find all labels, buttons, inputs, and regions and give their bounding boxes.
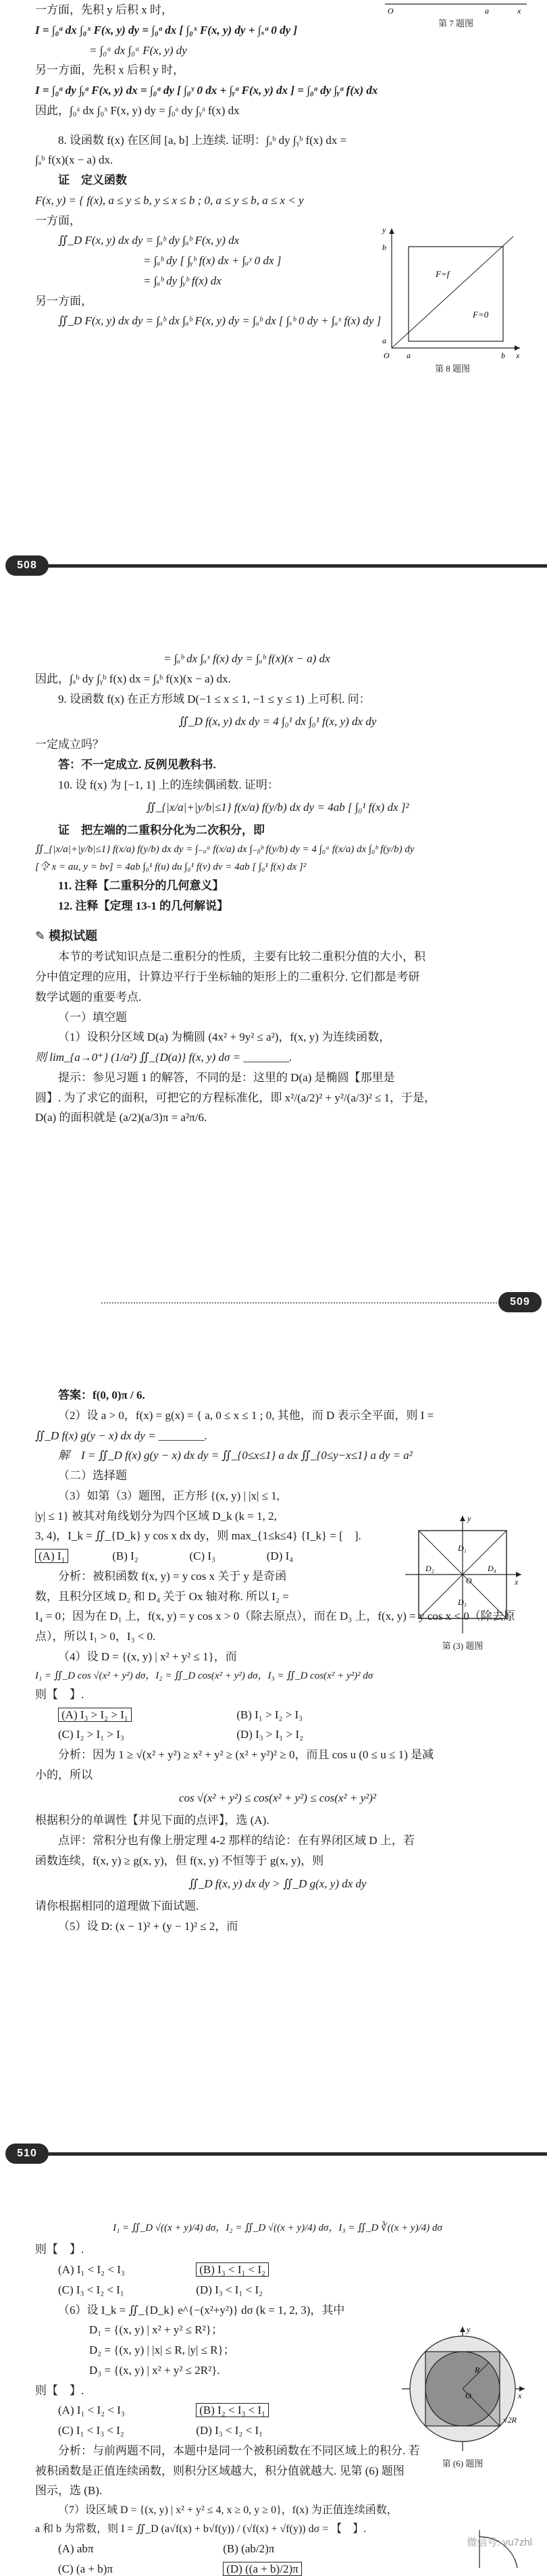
- q4-choice-b: (B) I₁ > I₂ > I₃: [236, 1708, 303, 1721]
- choice-title: （二）选择题: [58, 1469, 127, 1482]
- svg-text:x: x: [517, 6, 521, 16]
- q3-choice-d: (D) I₄: [266, 1550, 294, 1562]
- text-line: 因此，∫₀ᵃ dx ∫₀ˣ F(x, y) dy = ∫₀ᵃ dy ∫ᵧᵃ f(x) dx: [35, 103, 240, 117]
- q5-choices-1: [35, 2260, 520, 2280]
- svg-text:a: a: [485, 6, 489, 16]
- problem-8: 8. 设函数 f(x) 在区间 [a, b] 上连续. 证明：∫ₐᵇ dy ∫ᵧᵇ f(x) dx =: [58, 133, 347, 147]
- svg-text:a: a: [382, 336, 386, 345]
- q5-formula: I₁ = ∬_D √((x + y)/4) dσ，I₂ = ∬_D √((x + y)/4) dσ，I₃ = ∬_D ∛((x + y)/4) dσ: [113, 2223, 442, 2233]
- formula-line: = ∫ₐᵇ dx ∫ₐˣ f(x) dy = ∫ₐᵇ f(x)(x − a) dx: [163, 652, 330, 665]
- q5-choice-a: (A) I₁ < I₂ < I₃: [58, 2263, 125, 2276]
- fig6-label-sqrt2r: √2R: [503, 2415, 517, 2425]
- q2-line: （2）设 a > 0，f(x) = g(x) = { a, 0 ≤ x ≤ 1 ; 0, 其他，而 D 表示全平面，则 I =: [58, 1408, 434, 1422]
- q4-choices-1: [35, 1705, 520, 1725]
- figure-8: [378, 223, 527, 378]
- page-number-badge: 510: [5, 2144, 49, 2164]
- figure-8-diagram: [378, 223, 527, 362]
- fig3-label-d1: D₁: [458, 1543, 467, 1553]
- q3-analysis: 分析：被积函数 f(x, y) = y cos x 关于 y 是奇函: [58, 1569, 287, 1583]
- formula-line: ∬_{|x/a|+|y/b|≤1} f(x/a) f(y/b) dx dy = ∫₋ₐᵃ f(x/a) dx ∫₋ᵦᵇ f(y/b) dy = 4 ∫₀ᵃ f(x/a) dx ∫₀ᵇ f(y/b) dy: [35, 843, 415, 855]
- svg-text:O: O: [466, 1576, 472, 1585]
- fig3-label-d4: D₄: [488, 1564, 496, 1573]
- q6-domain: D₁ = {(x, y) | x² + y² ≤ R²}；: [89, 2323, 223, 2337]
- q5-choice-b: (B) I₃ < I₁ < I₂: [196, 2262, 269, 2277]
- page-509: [0, 595, 547, 1331]
- q7-choice-d: (D) ((a + b)/2)π: [223, 2562, 301, 2576]
- q4-formula: I₁ = ∬_D cos √(x² + y²) dσ，I₂ = ∬_D cos(x² + y²) dσ，I₃ = ∬_D cos(x² + y²)² dσ: [35, 1670, 373, 1681]
- intro-line: 分中值定理的应用，计算边平行于坐标轴的矩形上的二重积分. 它们都是考研: [35, 970, 420, 983]
- q6-bracket: 则【 】.: [35, 2383, 84, 2397]
- q6-analysis: 图示，选 (B).: [35, 2484, 103, 2498]
- figure-q6-diagram: [395, 2321, 530, 2456]
- text-line: 另一方面，先积 x 后积 y 时，: [35, 64, 184, 77]
- svg-text:y: y: [467, 2325, 471, 2334]
- q4-analysis: 小的，所以: [35, 1768, 93, 1781]
- q4-choice-c: (C) I₂ > I₁ > I₃: [58, 1728, 124, 1741]
- q3-line: |y| ≤ 1} 被其对角线划分为四个区域 D_k (k = 1, 2,: [35, 1509, 277, 1522]
- q3-choices: [35, 1546, 373, 1566]
- fig6-label-r: R: [475, 2365, 480, 2375]
- page-number-badge: 508: [5, 555, 49, 576]
- formula-line: = ∫ₐᵇ dy ∫ᵧᵇ f(x) dx: [143, 274, 222, 287]
- q2-solution: 解 I = ∬_D f(x) g(y − x) dx dy = ∬_{0≤x≤1} a dx ∬_{0≤y−x≤1} a dy = a²: [58, 1449, 413, 1462]
- figure-q6-caption: 第 (6) 题图: [442, 2458, 484, 2469]
- formula-line: [令 x = au, y = bv] = 4ab ∫₀¹ f(u) du ∫₀¹ f(v) dv = 4ab [ ∫₀¹ f(x) dx ]²: [35, 862, 307, 872]
- q1-hint: 提示：参见习题 1 的解答，不同的是：这里的 D(a) 是椭圆【那里是: [58, 1070, 395, 1084]
- q4-choices-2: [35, 1725, 520, 1745]
- text-line: 另一方面，: [35, 294, 93, 307]
- page-footer-bar: [0, 2142, 547, 2165]
- section-title: [35, 926, 520, 947]
- q4-bracket: 则【 】.: [35, 1687, 84, 1701]
- formula-line: I = ∫₀ᵃ dy ∫ᵧᵃ F(x, y) dx = ∫₀ᵃ dy [ ∫₀ʸ 0 dx + ∫ᵧᵃ F(x, y) dx ] = ∫₀ᵃ dy ∫ᵧᵃ f(x) dx: [35, 84, 378, 97]
- text-line: 一定成立吗？: [35, 738, 104, 751]
- q3-choice-c: (C) I₃: [189, 1550, 215, 1562]
- fig8-label-upper: F=f: [436, 269, 450, 279]
- comment-line: 点评：常积分也有像上册定理 4-2 那样的结论：在有界闭区域 D 上，若: [58, 1834, 415, 1847]
- q5-choices-2: [35, 2280, 520, 2300]
- svg-text:a: a: [407, 351, 411, 360]
- formula-line: F(x, y) = { f(x), a ≤ y ≤ b, y ≤ x ≤ b ; 0, a ≤ y ≤ b, a ≤ x < y: [35, 193, 304, 207]
- problem-9: 9. 设函数 f(x) 在正方形域 D(−1 ≤ x ≤ 1, −1 ≤ y ≤ 1) 上可积. 问：: [58, 692, 371, 705]
- q4-conclusion: 根据积分的单调性【并见下面的点评】，选 (A).: [35, 1814, 269, 1827]
- proof-label: 证 定义函数: [58, 174, 127, 187]
- intro-line: 本节的考试知识点是二重积分的性质，主要有比较二重积分值的大小，积: [58, 950, 425, 964]
- figure-q3-caption: 第 (3) 题图: [442, 1641, 484, 1651]
- q4-choice-d: (D) I₃ > I₁ > I₂: [236, 1728, 304, 1741]
- formula-line: ∬_D F(x, y) dx dy = ∫ₐᵇ dx ∫ₐᵇ F(x, y) dy = ∫ₐᵇ dx [ ∫ₓᵇ 0 dy + ∫ₐˣ f(x) dy ]: [58, 314, 382, 328]
- intro-line: 数学试题的重要考点.: [35, 990, 142, 1004]
- figure-q3-diagram: [398, 1510, 527, 1639]
- pencil-icon: ✎: [35, 928, 46, 943]
- q5-choice-c: (C) I₃ < I₂ < I₁: [58, 2283, 124, 2296]
- page-footer-bar: [0, 1291, 547, 1314]
- comment-line: 请你根据相同的道理做下面试题.: [35, 1900, 199, 1913]
- text-line: 因此，∫ₐᵇ dy ∫ᵧᵇ f(x) dx = ∫ₐᵇ f(x)(x − a) dx.: [35, 672, 231, 685]
- figure-q6: [395, 2321, 530, 2477]
- formula-line: = ∫ₐᵇ dy [ ∫ᵧᵇ f(x) dx + ∫ₐʸ 0 dx ]: [143, 254, 282, 267]
- q7-choice-c: (C) (a + b)π: [58, 2562, 113, 2575]
- q6-choice-a: (A) I₁ < I₂ < I₃: [58, 2404, 125, 2417]
- formula-line: ∬_D f(x, y) dx dy = 4 ∫₀¹ dx ∫₀¹ f(x, y) dx dy: [178, 715, 377, 728]
- proof-label: 证 把左端的二重积分化为二次积分，即: [58, 824, 265, 837]
- q3-analysis: 数，且积分区域 D₂ 和 D₄ 关于 Ox 轴对称. 所以 I₂ =: [35, 1589, 289, 1603]
- q7-line: （7）设区域 D = {(x, y) | x² + y² ≤ 4, x ≥ 0, y ≥ 0}，f(x) 为正值连续函数，: [58, 2504, 398, 2516]
- fill-in-title: （一）填空题: [58, 1010, 127, 1024]
- svg-text:O: O: [384, 351, 390, 360]
- figure-8-caption: 第 8 题图: [434, 364, 470, 374]
- watermark-text: 微信号: yu7zhl: [467, 2537, 532, 2548]
- q1-line: （1）设积分区域 D(a) 为椭圆 (4x² + 9y² ≤ a²)，f(x, y) 为连续函数，: [58, 1031, 391, 1044]
- q6-choice-b: (B) I₂ < I₃ < I₁: [196, 2403, 269, 2417]
- q6-choice-d: (D) I₃ < I₂ < I₁: [196, 2424, 263, 2437]
- q4-analysis: 分析：因为 1 ≥ √(x² + y²) ≥ x² + y² ≥ (x² + y²)² ≥ 0，而且 cos u (0 ≤ u ≤ 1) 是减: [58, 1748, 434, 1761]
- q5-bracket: 则【 】.: [35, 2243, 84, 2256]
- svg-text:O: O: [465, 2391, 471, 2400]
- page-2-content: [35, 649, 520, 1128]
- q7-choices-1: [35, 2539, 520, 2559]
- svg-text:y: y: [382, 225, 386, 234]
- q3-choice-a: (A) I₁: [35, 1549, 68, 1563]
- text-line: 一方面，先积 y 后积 x 时，: [35, 3, 173, 16]
- note-12: 12. 注释【定理 13-1 的几何解说】: [58, 899, 229, 912]
- q3-choice-b: (B) I₂: [112, 1550, 138, 1562]
- q5-choice-d: (D) I₃ < I₁ < I₂: [196, 2283, 263, 2296]
- q7-choice-b: (B) (ab/2)π: [223, 2542, 275, 2555]
- problem-10: 10. 设 f(x) 为 [−1, 1] 上的连续偶函数. 证明：: [58, 778, 279, 791]
- q7-choices-2: [35, 2559, 520, 2576]
- q1-formula: 则 lim_{a→0⁺} (1/a²) ∬_{D(a)} f(x, y) dσ = ________.: [35, 1051, 292, 1064]
- q6-analysis: 分析：与前两题不同，本题中是同一个被积函数在不同区域上的积分. 若: [58, 2444, 420, 2457]
- q1-hint: D(a) 的面积就是 (a/2)(a/3)π = a²π/6.: [35, 1111, 207, 1124]
- figure-7-caption: 第 7 题图: [438, 18, 473, 28]
- q6-domain: D₂ = {(x, y) | |x| ≤ R, |y| ≤ R}；: [89, 2344, 235, 2356]
- q4-choice-a: (A) I₃ > I₂ > I₁: [58, 1708, 132, 1722]
- q4-line: （4）设 D = {(x, y) | x² + y² ≤ 1}，而: [58, 1650, 237, 1663]
- q6-domain: D₃ = {(x, y) | x² + y² ≤ 2R²}.: [89, 2363, 220, 2377]
- page-footer-bar: [0, 554, 547, 577]
- q1-hint: 圆】. 为了求它的面积，可把它的方程标准化，即 x²/(a/2)² + y²/(a/3)² ≤ 1，于是，: [35, 1091, 436, 1104]
- formula-line: ∬_D F(x, y) dx dy = ∫ₐᵇ dy ∫ₐᵇ F(x, y) dx: [58, 234, 240, 247]
- svg-text:b: b: [382, 243, 386, 252]
- svg-text:x: x: [516, 351, 520, 360]
- page-3-content: [35, 1385, 520, 1937]
- q6-choice-c: (C) I₁ < I₃ < I₂: [58, 2424, 124, 2437]
- comment-formula: ∬_D f(x, y) dx dy > ∬_D g(x, y) dx dy: [188, 1877, 367, 1890]
- formula-line: = ∫₀ᵃ dx ∫₀ᵃ F(x, y) dy: [89, 43, 187, 57]
- q3-analysis: I₄ = 0；因为在 D₁ 上，f(x, y) = y cos x > 0（除去原点），而在 D₃ 上，f(x, y) = y cos x < 0（除去原点），所以 I₁ > 0，I₃ < 0.: [35, 1610, 515, 1643]
- fig3-label-d3: D₃: [458, 1597, 467, 1607]
- fig8-label-lower: F=0: [473, 309, 489, 320]
- q5-line: （5）设 D: (x − 1)² + (y − 1)² ≤ 2，而: [58, 1920, 238, 1933]
- page-511: [0, 2176, 547, 2576]
- q4-formula: cos √(x² + y²) ≤ cos(x² + y²) ≤ cos(x² + y²)²: [178, 1791, 377, 1804]
- q3-line: （3）如第（3）题图，正方形 {(x, y) | |x| ≤ 1,: [58, 1489, 280, 1502]
- svg-text:x: x: [518, 2391, 522, 2400]
- comment-line: 函数连续，f(x, y) ≥ g(x, y)，但 f(x, y) 不恒等于 g(x, y)，则: [35, 1854, 324, 1867]
- svg-text:y: y: [467, 1514, 471, 1523]
- figure-q3: [398, 1510, 527, 1656]
- q3-line: 3, 4)，I_k = ∬_{D_k} y cos x dx dy，则 max_{1≤k≤4} {I_k} = [ ].: [35, 1529, 361, 1543]
- formula-line: ∬_{|x/a|+|y/b|≤1} f(x/a) f(y/b) dx dy = 4ab [ ∫₀¹ f(x) dx ]²: [146, 801, 409, 814]
- formula-line: I = ∫₀ᵃ dx ∫₀ˣ F(x, y) dy = ∫₀ᵃ dx [ ∫₀ˣ F(x, y) dy + ∫ₓᵃ 0 dy ]: [35, 23, 298, 36]
- text-line: 一方面，: [35, 214, 81, 227]
- svg-text:b: b: [501, 351, 505, 360]
- fig3-label-d2: D₂: [425, 1564, 434, 1573]
- svg-text:x: x: [515, 1577, 519, 1587]
- svg-text:O: O: [388, 6, 394, 16]
- answer-line: 答：不一定成立. 反例见教科书.: [58, 758, 216, 771]
- q7-choice-a: (A) abπ: [58, 2542, 94, 2555]
- q6-line: （6）设 I_k = ∬_{D_k} e^{−(x²+y²)} dσ (k = 1, 2, 3)，其中: [58, 2303, 345, 2317]
- answer-line: 答案：f(0, 0)π / 6.: [58, 1389, 145, 1402]
- page-508: [0, 0, 547, 595]
- q6-analysis: 被积函数是正值连续函数，则积分区域越大，积分值就越大. 见第 (6) 题图: [35, 2464, 405, 2477]
- section-title-text: 模拟试题: [49, 928, 98, 943]
- note-11: 11. 注释【二重积分的几何意义】: [58, 879, 224, 893]
- page-510: [0, 1331, 547, 2176]
- q2-formula: ∬_D f(x) g(y − x) dx dy = ________.: [35, 1429, 208, 1442]
- problem-8-cont: ∫ₐᵇ f(x)(x − a) dx.: [35, 153, 113, 167]
- page-number-badge: 509: [498, 1292, 542, 1312]
- q7-line: a 和 b 为常数，则 I = ∬_D (a√f(x) + b√f(y)) / (√f(x) + √f(y)) dσ = 【 】.: [35, 2523, 367, 2535]
